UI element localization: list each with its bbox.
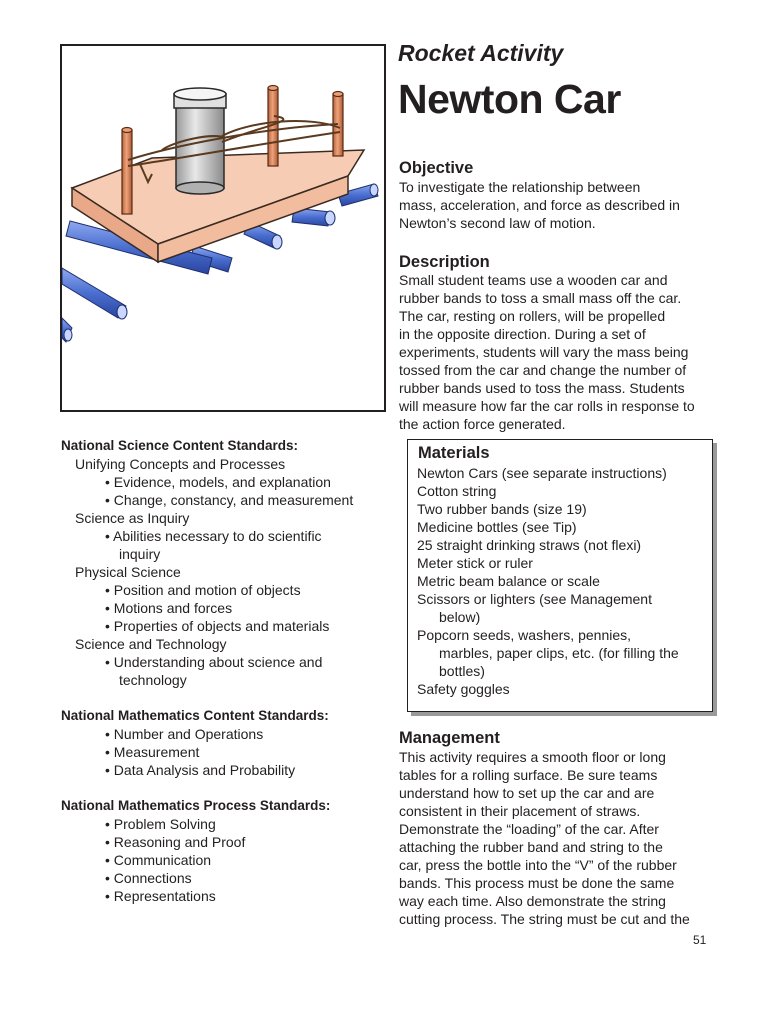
text-line: cutting process. The string must be cut and the [399, 911, 690, 927]
text-line: tossed from the car and change the number of [399, 362, 687, 378]
text-line: the action force generated. [399, 416, 566, 432]
standard-category: Physical Science [75, 564, 181, 580]
list-item: Newton Cars (see separate instructions) [417, 465, 667, 481]
text-line: The car, resting on rollers, will be propelled [399, 308, 666, 324]
list-item: 25 straight drinking straws (not flexi) [417, 537, 642, 553]
activity-type-label: Rocket Activity [398, 40, 564, 66]
standard-item: • Evidence, models, and explanation [105, 474, 331, 490]
standard-item: • Change, constancy, and measurement [105, 492, 354, 508]
list-item: Safety goggles [417, 681, 510, 697]
description-heading: Description [399, 253, 490, 271]
page-number: 51 [693, 933, 707, 947]
text-line: mass, acceleration, and force as described in [399, 197, 680, 213]
standard-category: Unifying Concepts and Processes [75, 456, 286, 472]
text-line: rubber bands used to toss the mass. Students [399, 380, 685, 396]
standard-item: • Abilities necessary to do scientific [105, 528, 322, 544]
standard-item: • Motions and forces [105, 600, 233, 616]
list-item: Metric beam balance or scale [417, 573, 600, 589]
standard-item: • Data Analysis and Probability [105, 762, 296, 778]
list-item: marbles, paper clips, etc. (for filling the [439, 645, 679, 661]
standard-item: • Connections [105, 870, 192, 886]
text-line: attaching the rubber band and string to the [399, 839, 663, 855]
standards-section [61, 437, 353, 905]
text-line: consistent in their placement of straws. [399, 803, 641, 819]
standard-item-continued: inquiry [119, 546, 161, 562]
text-line: experiments, students will vary the mass being [399, 344, 689, 360]
text-line: Newton’s second law of motion. [399, 215, 596, 231]
text-line: car, press the bottle into the “V” of the rubber [399, 857, 677, 873]
list-item: Popcorn seeds, washers, pennies, [417, 627, 632, 643]
management-text [399, 748, 690, 928]
standard-item: • Problem Solving [105, 816, 216, 832]
math-content-standards-heading: National Mathematics Content Standards: [61, 708, 329, 723]
standard-item: • Understanding about science and [105, 654, 323, 670]
text-line: in the opposite direction. During a set of [399, 326, 646, 342]
text-line: To investigate the relationship between [399, 179, 641, 195]
standard-item: • Number and Operations [105, 726, 264, 742]
materials-heading: Materials [418, 444, 490, 462]
list-item: Scissors or lighters (see Management [417, 591, 652, 607]
list-item: Two rubber bands (size 19) [417, 501, 587, 517]
science-standards-heading: National Science Content Standards: [61, 438, 299, 453]
standard-item: • Representations [105, 888, 216, 904]
text-line: Small student teams use a wooden car and [399, 272, 668, 288]
text-line: This activity requires a smooth floor or long [399, 749, 666, 765]
objective-text [399, 178, 680, 232]
standard-item: • Properties of objects and materials [105, 618, 330, 634]
page-title: Newton Car [398, 76, 621, 122]
newton-car-illustration [60, 44, 386, 412]
list-item: Cotton string [417, 483, 497, 499]
standard-item: • Communication [105, 852, 212, 868]
standard-item: • Position and motion of objects [105, 582, 301, 598]
management-heading: Management [399, 729, 500, 747]
description-text [399, 271, 695, 433]
objective-heading: Objective [399, 159, 474, 177]
list-item: bottles) [439, 663, 485, 679]
standard-category: Science and Technology [75, 636, 227, 652]
standard-item: • Measurement [105, 744, 200, 760]
list-item: below) [439, 609, 481, 625]
text-line: rubber bands to toss a small mass off the car. [399, 290, 682, 306]
materials-box [407, 439, 713, 712]
list-item: Medicine bottles (see Tip) [417, 519, 577, 535]
standard-category: Science as Inquiry [75, 510, 190, 526]
standard-item: • Reasoning and Proof [105, 834, 246, 850]
text-line: bands. This process must be done the same [399, 875, 675, 891]
text-line: will measure how far the car rolls in response to [399, 398, 695, 414]
text-line: way each time. Also demonstrate the string [399, 893, 666, 909]
text-line: understand how to set up the car and are [399, 785, 655, 801]
text-line: Demonstrate the “loading” of the car. After [399, 821, 659, 837]
materials-list [417, 464, 679, 698]
standard-item-continued: technology [119, 672, 187, 688]
text-line: tables for a rolling surface. Be sure teams [399, 767, 658, 783]
math-process-standards-heading: National Mathematics Process Standards: [61, 798, 331, 813]
list-item: Meter stick or ruler [417, 555, 533, 571]
